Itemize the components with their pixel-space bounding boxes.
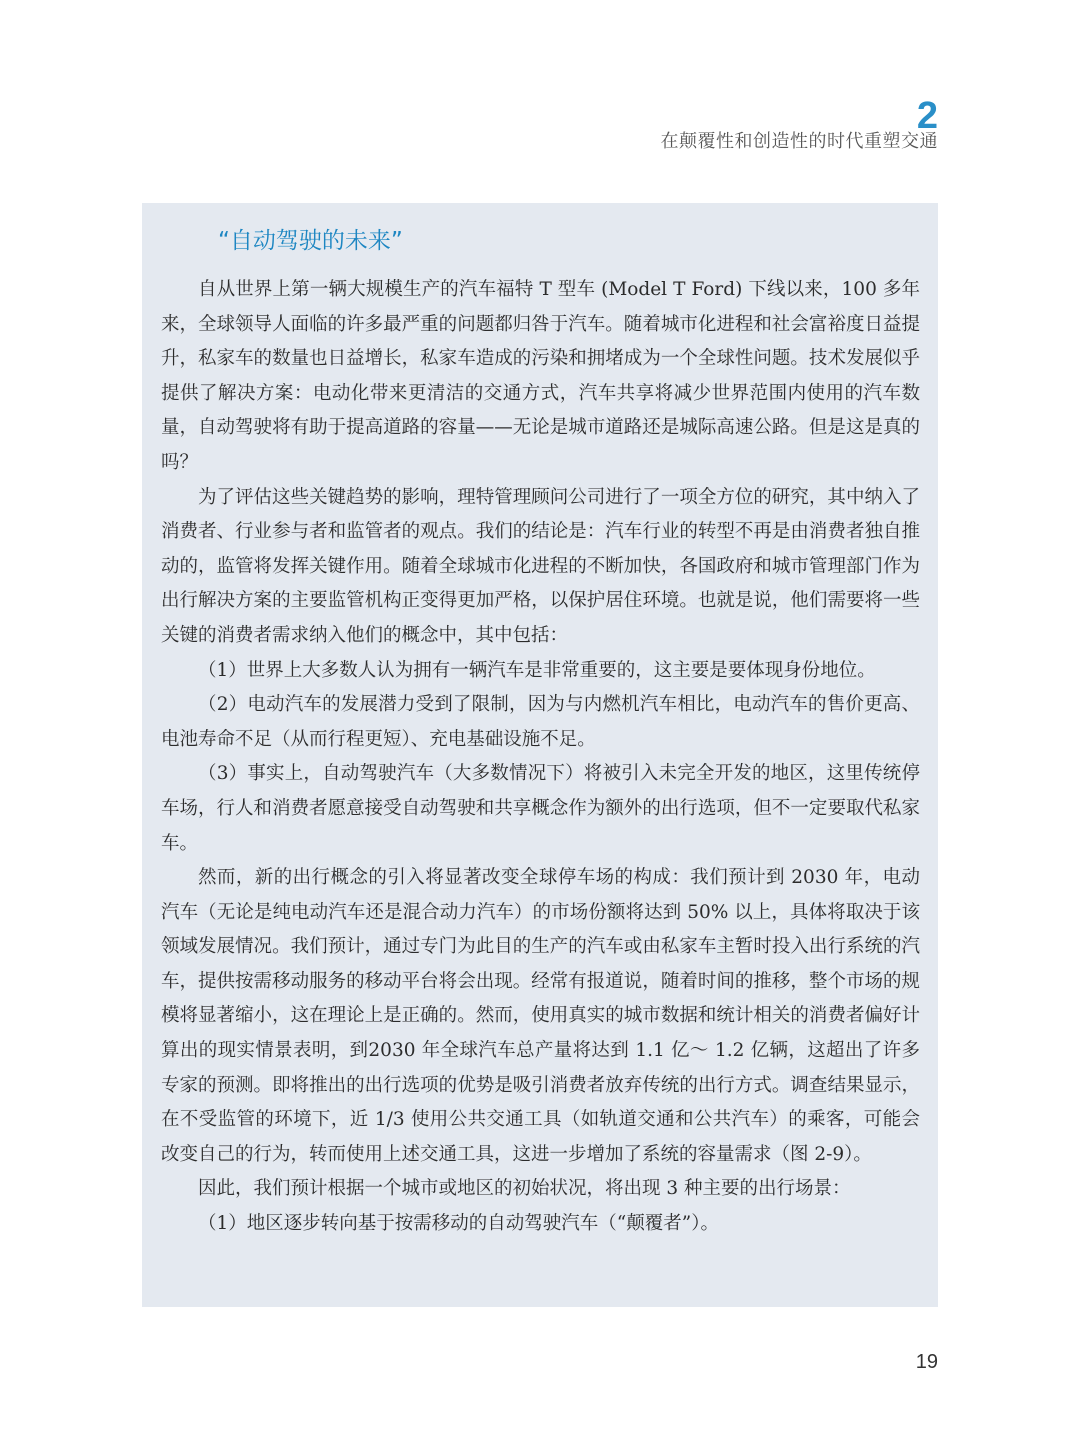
box-title: “自动驾驶的未来” [218,228,403,254]
paragraph: 然而，新的出行概念的引入将显著改变全球停车场的构成：我们预计到 2030 年，电动汽车（无论是纯电动汽车还是混合动力汽车）的市场份额将达到 50% 以上，具体将取决于该领域发展情况。我们预计，通过专门为此目的生产的汽车或由私家车主暂时投入出行系统的汽车，提供按需移动服务的移动平台将会出现。经常有报道说，随着时间的推移，整个市场的规模将显著缩小，这在理论上是正确的。然而，使用真实的城市数据和统计相关的消费者偏好计算出的现实情景表明，到2030 年全球汽车总产量将达到 1.1 亿～ 1.2 亿辆，这超出了许多专家的预测。即将推出的出行选项的优势是吸引消费者放弃传统的出行方式。调查结果显示，在不受监管的环境下，近 1/3 使用公共交通工具（如轨道交通和公共汽车）的乘客，可能会改变自己的行为，转而使用上述交通工具，这进一步增加了系统的容量需求（图 2-9）。 [161,867,920,1165]
list-item: （1）世界上大多数人认为拥有一辆汽车是非常重要的，这主要是要体现身份地位。 [198,659,876,681]
chapter-number: 2 [916,95,938,137]
paragraph: 因此，我们预计根据一个城市或地区的初始状况，将出现 3 种主要的出行场景： [198,1178,851,1200]
list-item: （3）事实上，自动驾驶汽车（大多数情况下）将被引入未完全开发的地区，这里传统停车场，行人和消费者愿意接受自动驾驶和共享概念作为额外的出行选项，但不一定要取代私家车。 [161,763,920,854]
list-item: （2）电动汽车的发展潜力受到了限制，因为与内燃机汽车相比，电动汽车的售价更高、电池寿命不足（从而行程更短）、充电基础设施不足。 [161,694,920,750]
page-number: 19 [915,1351,938,1373]
paragraph: 自从世界上第一辆大规模生产的汽车福特 T 型车 (Model T Ford) 下线以来，100 多年来，全球领导人面临的许多最严重的问题都归咎于汽车。随着城市化进程和社会富裕度日益提升，私家车的数量也日益增长，私家车造成的污染和拥堵成为一个全球性问题。技术发展似乎提供了解决方案：电动化带来更清洁的交通方式，汽车共享将减少世界范围内使用的汽车数量，自动驾驶将有助于提高道路的容量——无论是城市道路还是城际高速公路。但是这是真的吗？ [161,279,920,473]
chapter-title: 在颠覆性和创造性的时代重塑交通 [660,131,938,152]
sidebar-box [142,203,938,1307]
list-item: （1）地区逐步转向基于按需移动的自动驾驶汽车（“颠覆者”）。 [198,1213,719,1235]
paragraph: 为了评估这些关键趋势的影响，理特管理顾问公司进行了一项全方位的研究，其中纳入了消费者、行业参与者和监管者的观点。我们的结论是：汽车行业的转型不再是由消费者独自推动的，监管将发挥关键作用。随着全球城市化进程的不断加快，各国政府和城市管理部门作为出行解决方案的主要监管机构正变得更加严格，以保护居住环境。也就是说，他们需要将一些关键的消费者需求纳入他们的概念中，其中包括： [161,486,920,646]
